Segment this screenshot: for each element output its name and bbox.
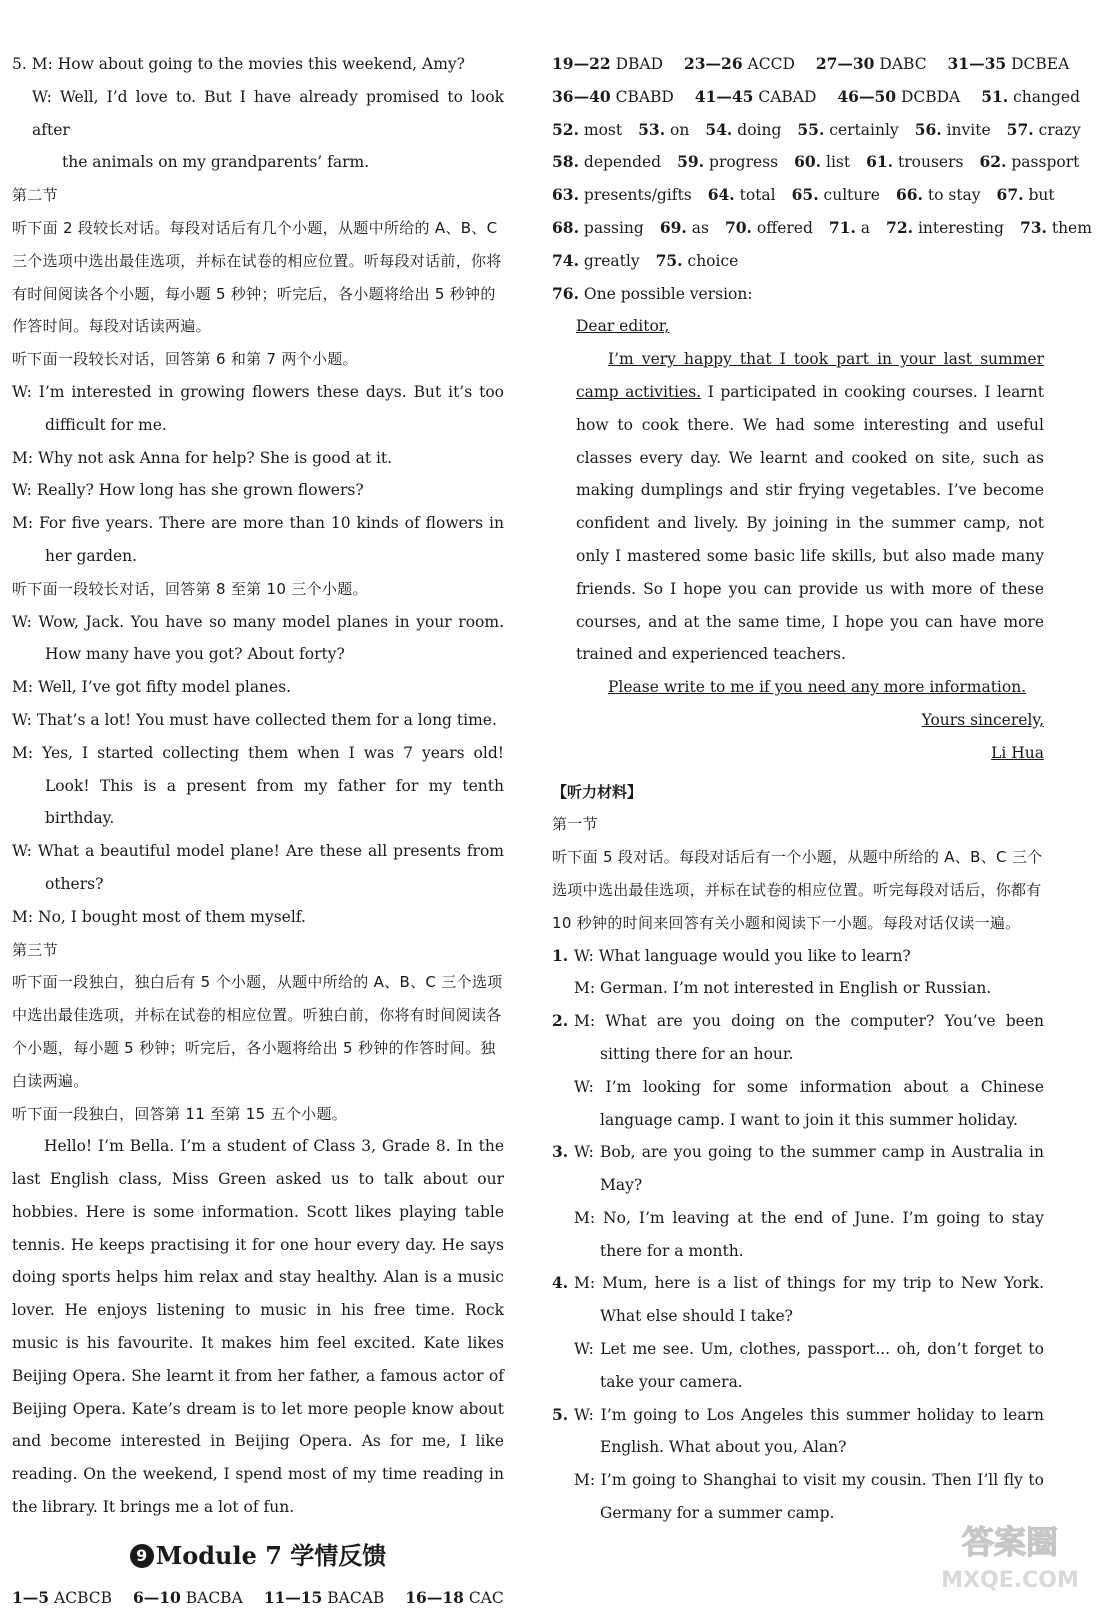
answers-row-1: 19—22 DBAD 23—26 ACCD 27—30 DABC 31—35 DCBEA [552,54,1070,73]
letter-closing: Please write to me if you need any more information. [608,678,1027,697]
word-answers [552,114,1092,278]
dialogue1-line: M: For five years. There are more than 10 kinds of flowers in her garden. [12,514,504,565]
watermark-text-cn: 答案圈 [961,1523,1059,1561]
item-number: 3. [552,1142,569,1162]
letter-body: I participated in cooking courses. I learnt how to cook there. We had some interesting and useful classes every day. We learnt and cooked on site, such as making dumplings and stir frying vegetables. I’ve become confident and lively. By joining in the summer camp, not only I mastered some basic life skills, but also made many friends. So I hope you can provide us with more of these courses, and at the same time, I hope you can have more trained and experienced teachers. [576,382,1045,664]
word-answer: 66. to stay [895,185,981,205]
word-answer: 61. trousers [866,152,964,172]
word-answer: 75. choice [655,250,739,270]
listening-dialogue-line: 1. W: What language would you like to learn? [552,940,1044,973]
listening-dialogue-line: 4. M: Mum, here is a list of things for my trip to New York. What else should I take? [552,1267,1044,1333]
word-answer: 67. but [996,185,1055,205]
listening-dialogue-line: M: No, I’m leaving at the end of June. I’m going to stay there for a month. [574,1208,1044,1260]
word-answer: 54. doing [705,119,782,139]
q76-label: 76. One possible version: [552,283,753,303]
word-answer: 74. greatly [552,250,640,270]
word-answers-row [552,245,1044,278]
word-answer: 59. progress [677,152,779,172]
listening-material-title: 【听力材料】 [552,782,643,801]
dialogue1-line: M: Why not ask Anna for help? She is good at it. [12,448,393,467]
dialogue2-line: M: No, I bought most of them myself. [12,907,306,926]
letter-sign-off: Yours sincerely, [921,710,1044,729]
word-answer: 72. interesting [886,217,1004,237]
item-number: 2. [552,1011,569,1031]
module-title-cn: 学情反馈 [290,1541,387,1570]
dialogue2-line: W: What a beautiful model plane! Are these all presents from others? [12,842,504,893]
q5-man-line: 5. M: How about going to the movies this weekend, Amy? [12,55,465,73]
q5-woman-line-cont: the animals on my grandparents’ farm. [62,153,370,172]
module7-answers: 1—5 ACBCB 6—10 BACBA 11—15 BACAB 16—18 CAC [12,1587,504,1607]
section3-instructions: 听下面一段独白，独白后有 5 个小题，从题中所给的 A、B、C 三个选项中选出最佳选项，并标在试卷的相应位置。听独白前，你将有时间阅读各个小题，每小题 5 秒钟；听完后，各小题将给出 5 秒钟的作答时间。独白读两遍。 [12,973,503,1090]
section1-title: 第一节 [552,815,598,834]
dialogue2-line: W: That’s a lot! You must have collected them for a long time. [12,710,497,729]
word-answer: 57. crazy [1006,119,1081,139]
word-answer: 71. a [828,217,871,237]
letter-greeting: Dear editor, [576,317,670,336]
right-column [552,48,1092,1530]
listening-dialogue-line: W: Let me see. Um, clothes, passport... oh, don’t forget to take your camera. [574,1340,1044,1391]
word-answers-row [552,212,1092,245]
dialogue1-instructions: 听下面一段较长对话，回答第 6 和第 7 两个小题。 [12,350,358,369]
listening-dialogue-line: 5. W: I’m going to Los Angeles this summer holiday to learn English. What about you, Alan? [552,1399,1044,1465]
dialogue2-line: M: Well, I’ve got fifty model planes. [12,678,292,697]
module-title-en: Module 7 [155,1540,282,1570]
section1-instructions: 听下面 5 段对话。每段对话后有一个小题，从题中所给的 A、B、C 三个选项中选出最佳选项，并标在试卷的相应位置。听完每段对话后，你都有 10 秒钟的时间来回答有关小题和阅读下一小题。每段对话仅读一遍。 [552,848,1043,932]
word-answers-row [552,179,1055,212]
word-answer: 68. passing [552,217,644,237]
dialogue1-line: W: Really? How long has she grown flowers? [12,481,364,500]
word-answer: 56. invite [914,119,991,139]
letter-signature: Li Hua [991,743,1044,762]
listening-dialogue-line: M: German. I’m not interested in English or Russian. [574,979,992,998]
module-number-badge: 9 [130,1544,154,1568]
listening-items [552,940,1044,1530]
listening-dialogue-line: M: I’m going to Shanghai to visit my cousin. Then I’ll fly to Germany for a summer camp. [574,1471,1044,1523]
word-answer: 65. culture [791,185,880,205]
listening-dialogue-line: 2. M: What are you doing on the computer? You’ve been sitting there for an hour. [552,1005,1044,1071]
module-title [12,1536,504,1576]
item-number: 1. [552,945,569,965]
item-number: 4. [552,1273,569,1293]
section3-title: 第三节 [12,940,58,959]
section2-title: 第二节 [12,186,58,205]
word-answers-row [552,146,1080,179]
watermark-text-en: MXQE.COM [941,1568,1079,1593]
dialogue1-line: W: I’m interested in growing flowers these days. But it’s too difficult for me. [12,382,504,434]
dialogue2-instructions: 听下面一段较长对话，回答第 8 至第 10 三个小题。 [12,579,368,598]
word-answer: 64. total [707,185,776,205]
dialogue2-line: M: Yes, I started collecting them when I was 7 years old! Look! This is a present from my father for my tenth birthday. [12,743,504,828]
dialogue2-line: W: Wow, Jack. You have so many model planes in your room. How many have you got? About forty? [12,612,504,664]
word-answer: 60. list [794,152,851,172]
watermark-logo [935,1515,1085,1595]
listening-dialogue-line: W: I’m looking for some information about a Chinese language camp. I want to join it this summer holiday. [574,1077,1044,1129]
word-answer: 73. them [1019,217,1092,237]
word-answer: 62. passport [979,152,1080,172]
sample-letter [552,310,1044,769]
word-answer: 63. presents/gifts [552,185,692,205]
word-answer: 69. as [659,217,709,237]
word-answer: 53. on [638,119,690,139]
section2-instructions: 听下面 2 段较长对话。每段对话后有几个小题，从题中所给的 A、B、C 三个选项中选出最佳选项，并标在试卷的相应位置。听每段对话前，你将有时间阅读各个小题，每小题 5 秒钟；听完后，各小题将给出 5 秒钟的作答时间。每段对话读两遍。 [12,218,502,336]
listening-dialogue-line: 3. W: Bob, are you going to the summer camp in Australia in May? [552,1136,1044,1202]
word-answer: 58. depended [552,152,662,172]
word-answer: 55. certainly [797,119,899,139]
item-number: 5. [552,1404,569,1424]
monologue-instructions: 听下面一段独白，回答第 11 至第 15 五个小题。 [12,1104,348,1123]
answers-row-2: 36—40 CBABD 41—45 CABAD 46—50 DCBDA 51. changed [552,86,1081,106]
letter-opening: I’m very happy that I took part in your last summer camp activities. [576,350,1044,401]
word-answer: 70. offered [724,217,813,237]
left-column [12,48,504,1615]
monologue-text: Hello! I’m Bella. I’m a student of Class 3, Grade 8. In the last English class, Miss Green asked us to talk about our hobbies. Here is some information. Scott likes playing table tennis. He keeps practising it for one hour every day. He says doing sports helps him relax and stay healthy. Alan is a music lover. He enjoys listening to music in his free time. Rock music is his favourite. It makes him feel excited. Kate likes Beijing Opera. She learnt it from her father, a famous actor of Beijing Opera. Kate’s dream is to let more people know about and become interested in Beijing Opera. As for me, I like reading. On the weekend, I spend most of my time reading in the library. It brings me a lot of fun. [12,1137,504,1517]
word-answer: 52. most [552,119,623,139]
word-answers-row [552,114,1081,147]
q5-woman-line: W: Well, I’d love to. But I have already promised to look after [32,87,504,139]
